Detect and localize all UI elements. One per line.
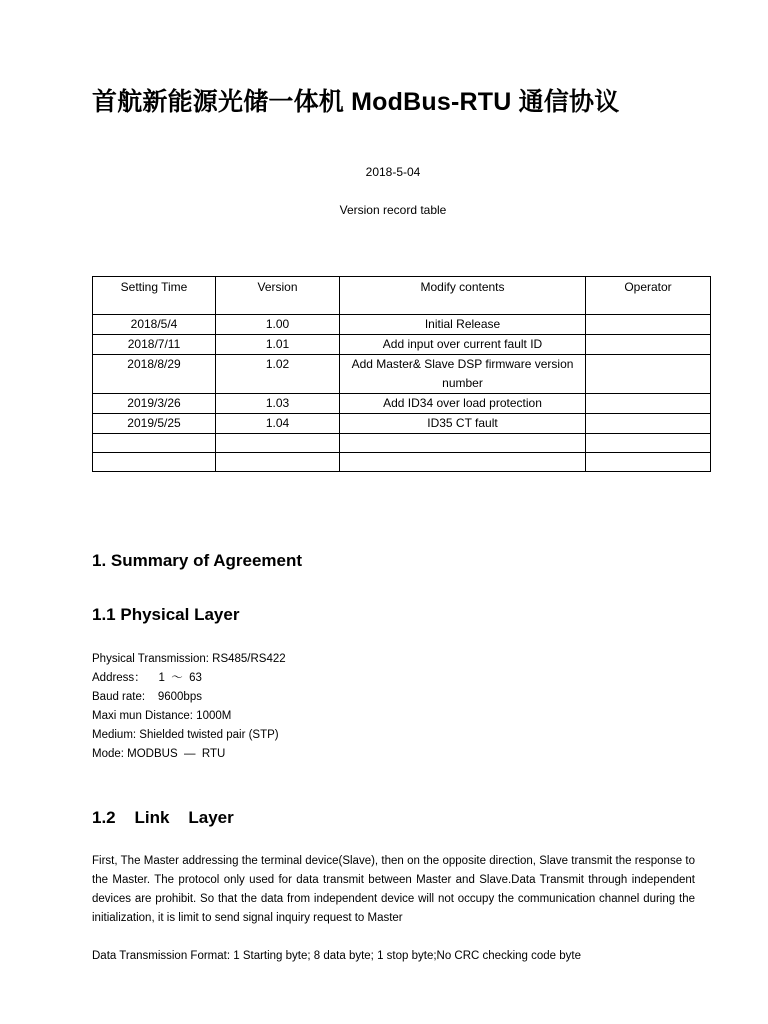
cell-operator <box>586 315 711 335</box>
cell-operator <box>586 335 711 355</box>
cell-operator <box>586 355 711 394</box>
cell-contents <box>340 453 586 472</box>
physical-layer-list <box>92 650 286 764</box>
table-row <box>93 335 711 355</box>
cell-version <box>216 434 340 453</box>
data-transmission-format: Data Transmission Format: 1 Starting byte; 8 data byte; 1 stop byte;No CRC checking code byte <box>92 950 581 962</box>
header-version: Version <box>216 277 340 315</box>
header-modify-contents: Modify contents <box>340 277 586 315</box>
cell-time: 2018/8/29 <box>93 355 216 394</box>
cell-time: 2019/5/25 <box>93 414 216 434</box>
table-row <box>93 315 711 335</box>
cell-time <box>93 434 216 453</box>
cell-contents: Initial Release <box>340 315 586 335</box>
table-row <box>93 414 711 434</box>
cell-contents: Add input over current fault ID <box>340 335 586 355</box>
table-caption: Version record table <box>339 203 447 217</box>
table-header-row <box>93 277 711 315</box>
table-row <box>93 355 711 394</box>
cell-contents: Add ID34 over load protection <box>340 394 586 414</box>
cell-time: 2018/5/4 <box>93 315 216 335</box>
cell-version: 1.04 <box>216 414 340 434</box>
link-layer-paragraph: First, The Master addressing the terminal device(Slave), then on the opposite direction, Slave transmit the response to the Master. The protocol only used for data transmit between Master and Slave.Data Transmit through independent devices are prohibit. So that the data from independent device will not occupy the communication channel during the initialization, it is limit to send signal inquiry request to Master <box>92 855 695 924</box>
cell-operator <box>586 434 711 453</box>
cell-contents: ID35 CT fault <box>340 414 586 434</box>
physical-line-transmission: Physical Transmission: RS485/RS422 <box>92 653 286 665</box>
section-heading-summary: 1. Summary of Agreement <box>92 551 303 570</box>
cell-operator <box>586 394 711 414</box>
cell-version: 1.02 <box>216 355 340 394</box>
cell-version: 1.00 <box>216 315 340 335</box>
cell-version: 1.03 <box>216 394 340 414</box>
cell-time: 2019/3/26 <box>93 394 216 414</box>
cell-contents <box>340 434 586 453</box>
cell-time <box>93 453 216 472</box>
cell-operator <box>586 453 711 472</box>
physical-line-address: Address： 1 ～ 63 <box>92 672 202 684</box>
physical-line-distance: Maxi mun Distance: 1000M <box>92 710 232 722</box>
document-date: 2018-5-04 <box>365 165 421 179</box>
cell-version: 1.01 <box>216 335 340 355</box>
cell-contents: Add Master& Slave DSP firmware version number <box>340 355 586 394</box>
cell-time: 2018/7/11 <box>93 335 216 355</box>
cell-operator <box>586 414 711 434</box>
section-heading-link-layer: 1.2 Link Layer <box>92 808 234 827</box>
table-row <box>93 394 711 414</box>
version-record-table <box>92 276 711 472</box>
document-title: 首航新能源光储一体机 ModBus-RTU 通信协议 <box>92 88 620 116</box>
header-operator: Operator <box>586 277 711 315</box>
section-heading-physical-layer: 1.1 Physical Layer <box>92 605 240 624</box>
cell-version <box>216 453 340 472</box>
physical-line-medium: Medium: Shielded twisted pair (STP) <box>92 729 279 741</box>
header-setting-time: Setting Time <box>93 277 216 315</box>
physical-line-baud-rate: Baud rate: 9600bps <box>92 691 202 703</box>
table-row-empty <box>93 434 711 453</box>
table-row-empty <box>93 453 711 472</box>
physical-line-mode: Mode: MODBUS — RTU <box>92 748 226 760</box>
